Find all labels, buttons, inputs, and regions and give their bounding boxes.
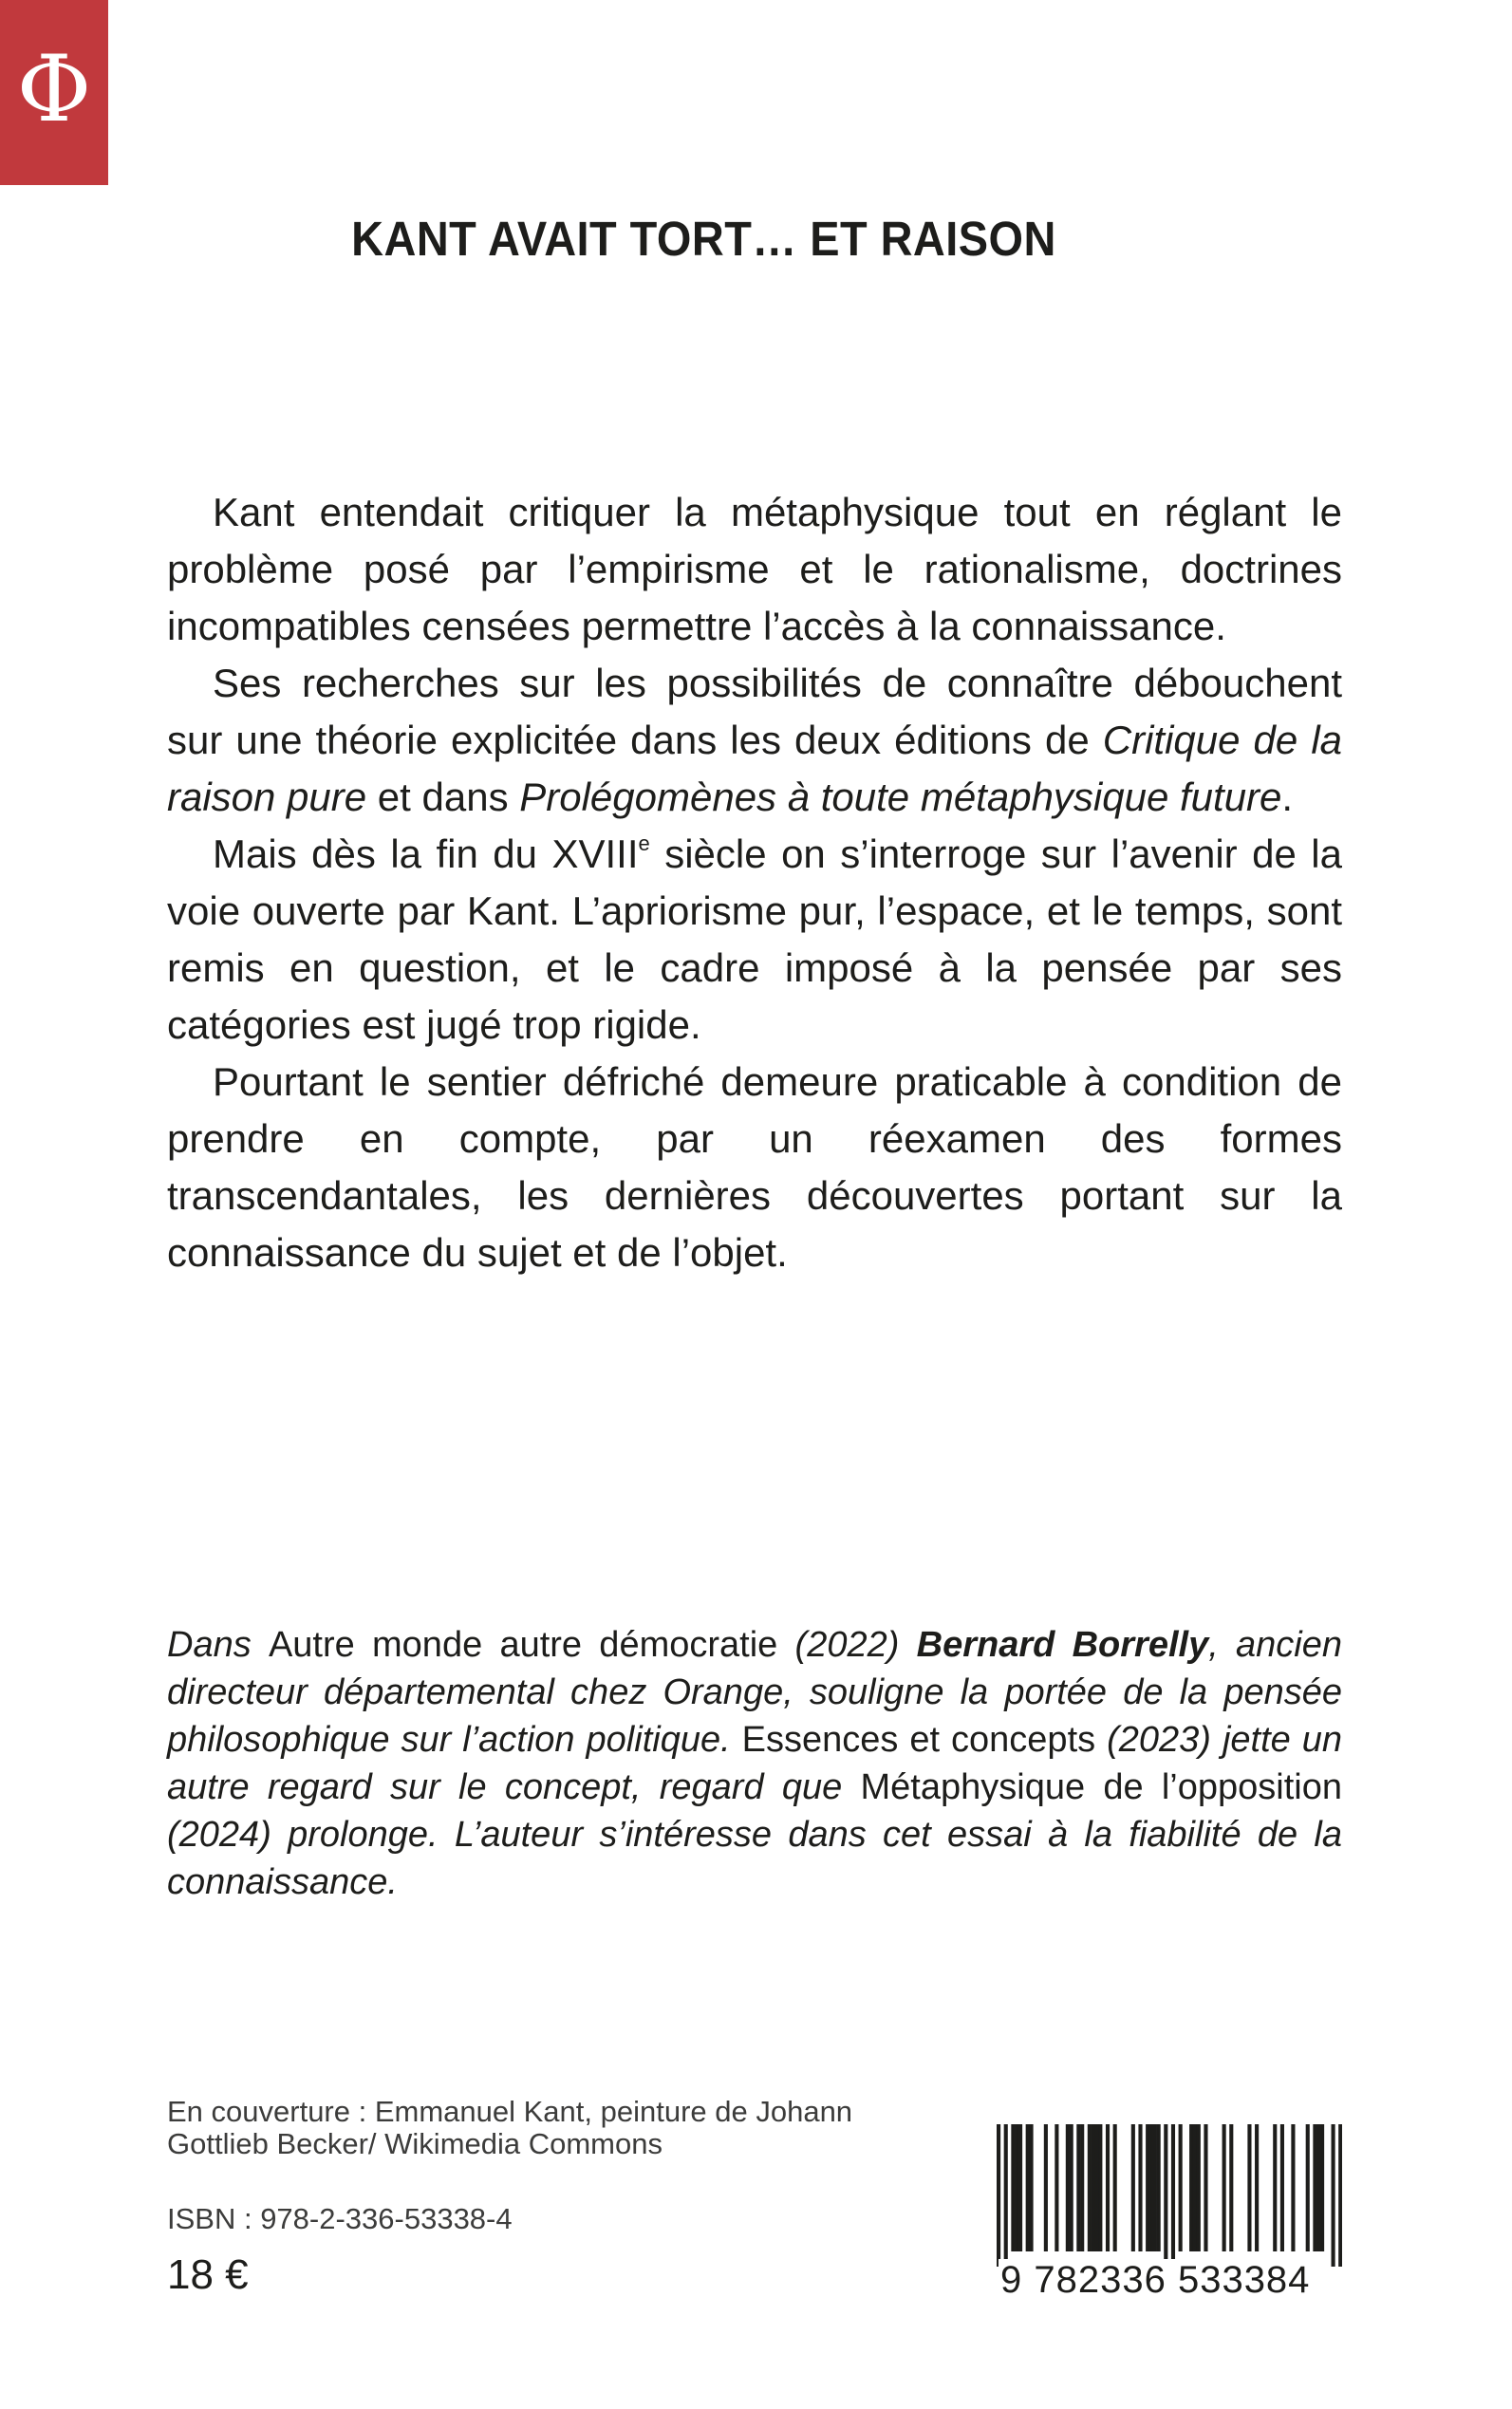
- barcode-bar: [1080, 2124, 1084, 2251]
- blurb-paragraph-3: Mais dès la fin du XVIIIe siècle on s’interroge sur l’avenir de la voie ouverte par Kant. L’apriorisme pur, l’espace, et le temps, sont remis en question, et le cadre imposé à la pensée par ses catégories est jugé trop rigide.: [167, 831, 1342, 1047]
- barcode-bar: [1131, 2124, 1135, 2251]
- barcode-bar: [1076, 2124, 1080, 2251]
- barcode-bar: [1070, 2124, 1073, 2251]
- barcode-bar: [1291, 2124, 1295, 2251]
- barcode-bar: [1320, 2124, 1324, 2251]
- blurb-paragraph-1: Kant entendait critiquer la métaphysique tout en réglant le problème posé par l’empirisme et le rationalisme, doctrines incompatibles censées permettre l’accès à la connaissance.: [167, 490, 1342, 648]
- barcode-bar: [1332, 2124, 1335, 2267]
- cover-credit: En couverture : Emmanuel Kant, peinture de Johann Gottlieb Becker/ Wikimedia Commons: [167, 2095, 853, 2160]
- barcode-bar: [1044, 2124, 1048, 2251]
- barcode-bar: [1179, 2124, 1183, 2251]
- price: 18 €: [167, 2251, 249, 2298]
- barcode-bar: [1153, 2124, 1157, 2251]
- barcode-bar: [1247, 2124, 1251, 2251]
- barcode-bar: [1171, 2124, 1175, 2267]
- blurb-paragraph-2: Ses recherches sur les possibilités de connaître débouchent sur une théorie explicitée dans les deux éditions de Critique de la raison pure et dans Prolégomènes à toute métaphysique future.: [167, 661, 1343, 819]
- publisher-logo: [0, 0, 108, 185]
- barcode-bar: [1011, 2124, 1015, 2251]
- barcode-bar: [1106, 2124, 1110, 2251]
- book-title-prolegomenes: Prolégomènes à toute métaphysique future: [519, 775, 1282, 819]
- author-name: Bernard Borrelly: [916, 1625, 1209, 1665]
- barcode-bar: [1316, 2124, 1320, 2251]
- barcode-bar: [1088, 2124, 1092, 2251]
- barcode-bar: [1055, 2124, 1058, 2251]
- barcode-bar: [1113, 2124, 1117, 2251]
- blurb-paragraph-4: Pourtant le sentier défriché demeure praticable à condition de prendre en compte, par un réexamen des formes transcendantales, les dernières découvertes portant sur la connaissance du sujet et de l’objet.: [167, 1059, 1342, 1275]
- blurb: [167, 484, 1342, 1281]
- book-title-critique: Critique de la raison pure: [167, 718, 1343, 819]
- barcode-bar: [1138, 2124, 1142, 2251]
- barcode-bar: [1313, 2124, 1316, 2251]
- author-bio: Dans Autre monde autre démocratie (2022) Bernard Borrelly, ancien directeur départemental chez Orange, souligne la portée de la pensée philosophique sur l’action politique. Essences et concepts (2023) jette un autre regard sur le concept, regard que Métaphysique de l’opposition (2024) prolonge. L’auteur s’intéresse dans cet essai à la fiabilité de la connaissance.: [167, 1625, 1343, 1902]
- barcode-bar: [1193, 2124, 1197, 2251]
- barcode-bar: [1204, 2124, 1207, 2251]
- barcode-bar: [1157, 2124, 1161, 2251]
- barcode-bar: [1149, 2124, 1153, 2251]
- barcode-bar: [1255, 2124, 1259, 2251]
- barcode-bar: [1197, 2124, 1201, 2251]
- phi-logo-icon: Φ: [16, 35, 92, 142]
- barcode-bar: [1164, 2124, 1167, 2267]
- isbn: ISBN : 978-2-336-53338-4: [167, 2202, 513, 2235]
- barcode-bar: [1066, 2124, 1070, 2251]
- barcode-bar: [1092, 2124, 1095, 2251]
- barcode-bar: [1306, 2124, 1310, 2251]
- barcode-digits: 9 782336 533384: [1000, 2259, 1311, 2301]
- barcode-bar: [1098, 2124, 1102, 2251]
- barcode-bar: [1223, 2124, 1226, 2251]
- book-essences: Essences et concepts: [741, 1720, 1096, 1760]
- barcode-bar: [1094, 2124, 1098, 2251]
- barcode-bar: [997, 2124, 1000, 2267]
- book-title: KANT AVAIT TORT… ET RAISON: [351, 212, 1056, 266]
- book-metaphysique: Métaphysique de l’opposition: [860, 1767, 1342, 1807]
- barcode-bar: [1015, 2124, 1018, 2251]
- barcode-bar: [1018, 2124, 1022, 2251]
- barcode-bar: [1004, 2124, 1008, 2267]
- barcode-bar: [1273, 2124, 1277, 2251]
- barcode-bar: [1189, 2124, 1193, 2251]
- barcode-bars: [997, 2124, 1342, 2267]
- barcode-bar: [1146, 2124, 1149, 2251]
- barcode-bar: [1229, 2124, 1233, 2251]
- barcode-bar: [1280, 2124, 1284, 2251]
- barcode-bar: [1029, 2124, 1033, 2251]
- barcode-bar: [1338, 2124, 1342, 2267]
- book-autre-monde: Autre monde autre démocratie: [268, 1625, 778, 1665]
- barcode-bar: [1026, 2124, 1030, 2251]
